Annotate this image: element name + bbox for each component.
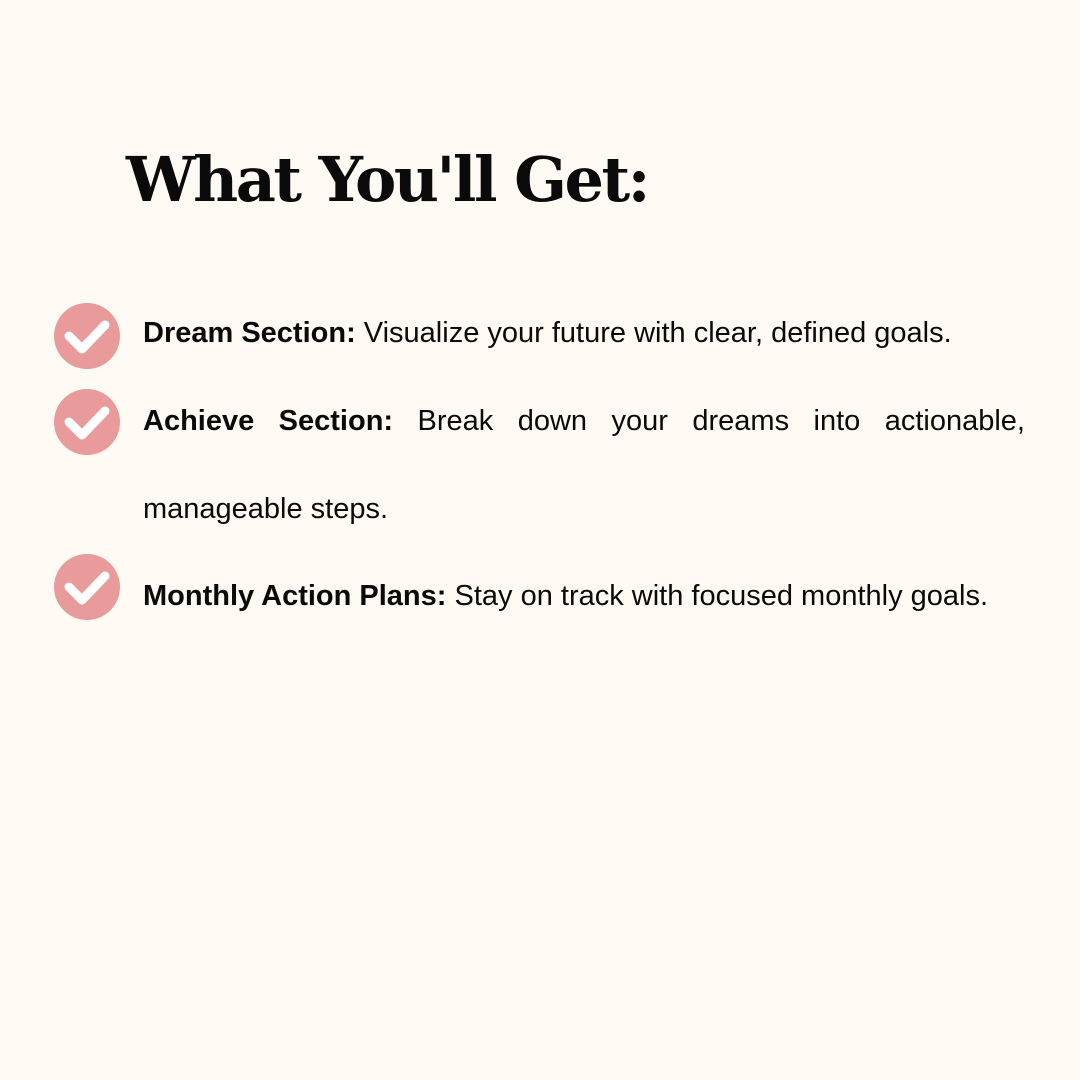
item-text: Stay on track with focused monthly goals. (446, 580, 989, 612)
list-item-dream-section (143, 289, 1025, 377)
page-title: What You'll Get: (126, 143, 648, 216)
item-label: Dream Section: (143, 317, 356, 349)
item-text: Visualize your future with clear, defined goals. (355, 317, 952, 349)
list-item-achieve-section (143, 377, 1025, 553)
list-item-monthly-action-plans (143, 552, 1025, 640)
check-circle-icon (54, 554, 120, 620)
item-label: Monthly Action Plans: (143, 580, 447, 612)
check-circle-icon (54, 389, 120, 455)
check-circle-icon (54, 303, 120, 369)
item-text: Break down your dreams into actionable, manageable steps. (143, 405, 1025, 525)
item-label: Achieve Section: (143, 405, 394, 437)
